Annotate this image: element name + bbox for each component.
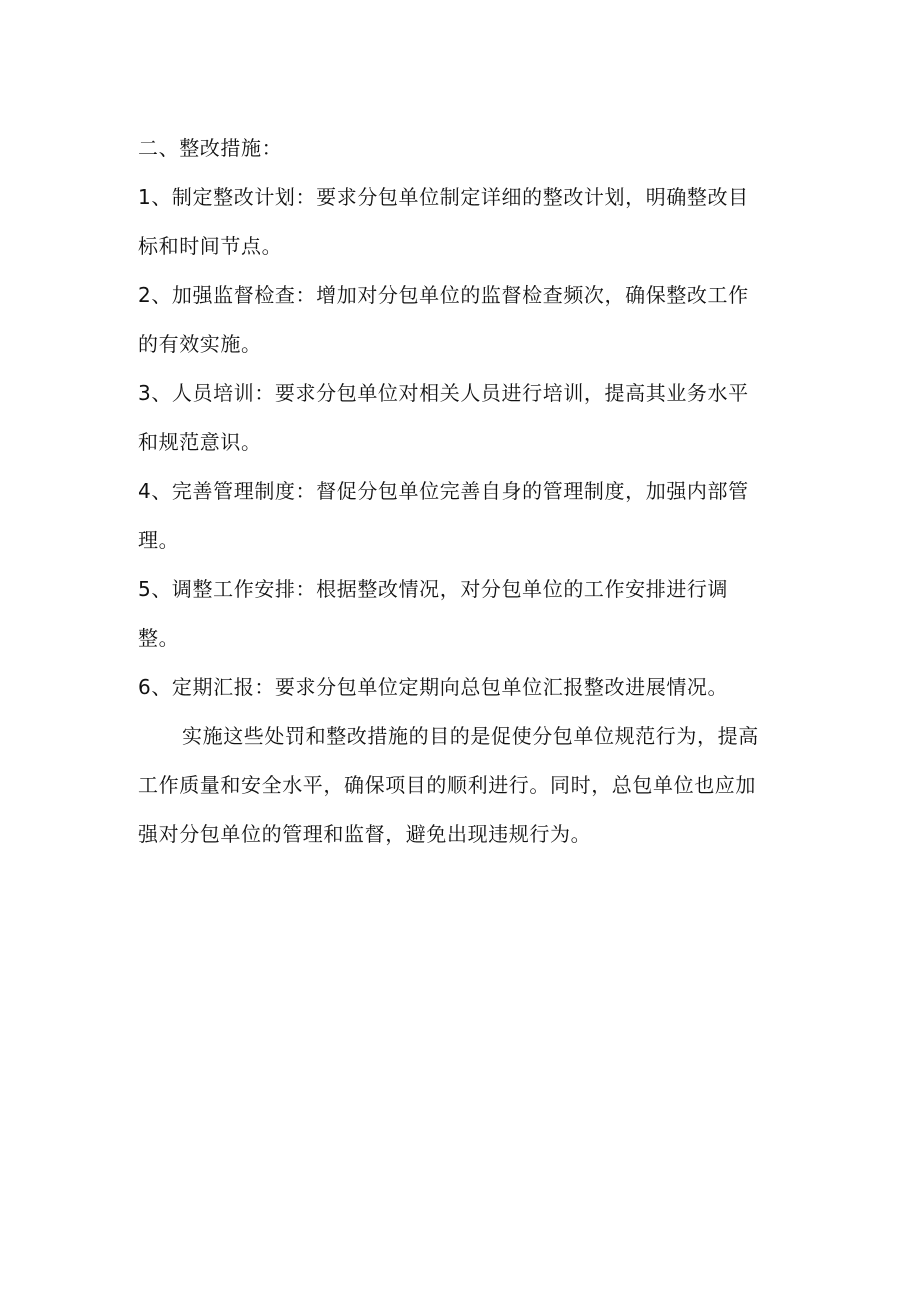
item-2-line-1: 2、加强监督检查：增加对分包单位的监督检查频次，确保整改工作 — [138, 283, 749, 307]
item-1-line-2: 标和时间节点。 — [138, 234, 283, 258]
item-5-line-1: 5、调整工作安排：根据整改情况，对分包单位的工作安排进行调 — [138, 577, 729, 601]
document-body — [138, 124, 788, 859]
item-4-line-1: 4、完善管理制度：督促分包单位完善自身的管理制度，加强内部管 — [138, 479, 749, 503]
item-4-line-2: 理。 — [138, 528, 180, 552]
item-5-line-2: 整。 — [138, 626, 180, 650]
conclusion-line-1: 实施这些处罚和整改措施的目的是促使分包单位规范行为，提高 — [182, 724, 759, 748]
item-6-line-1: 6、定期汇报：要求分包单位定期向总包单位汇报整改进展情况。 — [138, 675, 729, 699]
section-heading: 二、整改措施： — [138, 136, 283, 160]
item-3-line-1: 3、人员培训：要求分包单位对相关人员进行培训，提高其业务水平 — [138, 381, 749, 405]
conclusion-line-2: 工作质量和安全水平，确保项目的顺利进行。同时，总包单位也应加 — [138, 773, 756, 797]
item-2-line-2: 的有效实施。 — [138, 332, 262, 356]
item-3-line-2: 和规范意识。 — [138, 430, 262, 454]
item-1-line-1: 1、制定整改计划：要求分包单位制定详细的整改计划，明确整改目 — [138, 185, 749, 209]
conclusion-line-3: 强对分包单位的管理和监督，避免出现违规行为。 — [138, 822, 592, 846]
